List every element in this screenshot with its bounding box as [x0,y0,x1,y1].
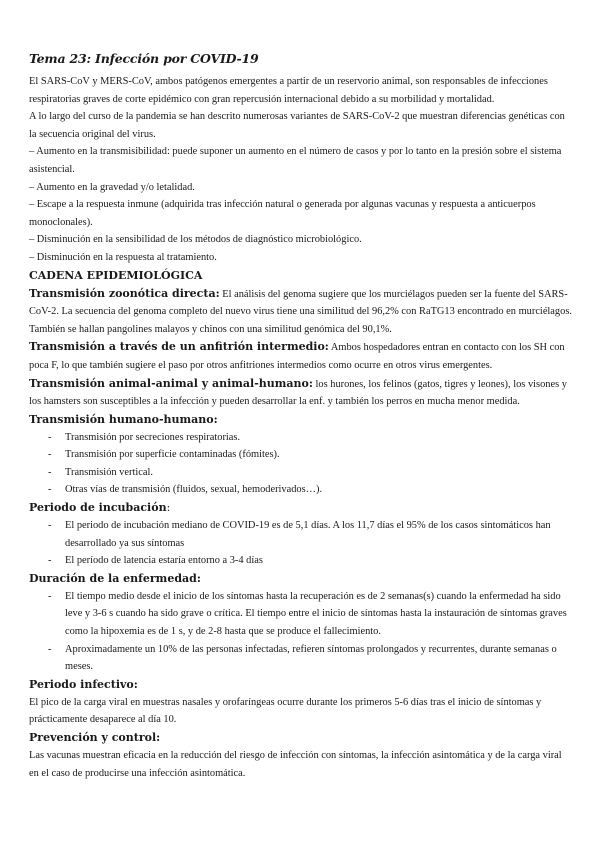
incubation-heading [29,499,572,517]
infective-period-text: El pico de la carga viral en muestras nasales y orofaríngeas ocurre durante los primeros 5-6 días tras el inicio de síntomas y prácticamente desaparece al día 10. [29,696,542,726]
list-item: - Otras vías de transmisión (fluidos, sexual, hemoderivados…). [29,481,572,499]
list-item: - El tiempo medio desde el inicio de los síntomas hasta la recuperación es de 2 semanas(s) cuando la enfermedad ha sido leve y 3-6 s cuando ha sido grave o crítica. El tiempo entre el inicio de síntomas hasta la instauración de síntomas graves como la hipoxemia es de 1 s, y de 2-8 hasta que se produce el fallecimiento. [29,588,572,641]
intro-paragraph-1: El SARS-CoV y MERS-CoV, ambos patógenos emergentes a partir de un reservorio animal, son responsables de infecciones respiratorias graves de corte epidémico con gran repercusión internacional debido a su morbilidad y mortalidad. [29,76,548,105]
intermediate-host-paragraph [29,338,572,374]
list-item: - El período de latencia estaría entorno a 3-4 días [29,552,572,570]
prevention-text: Las vacunas muestran eficacia en la reducción del riesgo de infección con síntomas, la infección asintomática y de la carga viral en el caso de producirse una infección asintomática. [29,750,562,779]
duration-heading: Duración de la enfermedad: [29,571,201,585]
prevention-heading: Prevención y control: [29,731,161,744]
duration-list [29,588,572,676]
variant-effect-1: – Aumento en la transmisibilidad: puede suponer un aumento en el número de casos y por lo tanto en la presión sobre el sistema asistencial. [29,146,562,175]
intermediate-host-label: Transmisión a través de un anfitrión intermedio: [29,340,329,354]
list-item: - Transmisión por superficie contaminadas (fómites). [29,446,572,464]
animal-transmission-paragraph [29,375,572,411]
animal-transmission-label: Transmisión animal-animal y animal-humano: [29,376,313,390]
page-title: Tema 23: Infección por COVID-19 [29,51,259,66]
section-heading-cadena: CADENA EPIDEMIOLÓGICA [29,268,203,282]
animal-transmission-text: los hurones, los felinos (gatos, tigres y leones), los visones y los hamsters son susceptibles a la infección y pueden desarrollar la enf. y también los perros en mucha menor medida. [29,378,567,408]
zoonotic-label: Transmisión zoonótica directa: [29,286,220,300]
zoonotic-text: El análisis del genoma sugiere que los murciélagos pueden ser la fuente del SARS-CoV-2. La secuencia del genoma completo del nuevo virus tiene una similitud del 96,2% con RaTG13 encontrado en murciélagos. También se hallan pangolines malayos y chinos con una similitud genómica del 90,1%. [29,288,572,335]
variant-effect-2: – Aumento en la gravedad y/o letalidad. [29,181,195,193]
infective-period-heading: Periodo infectivo: [29,677,138,691]
variant-effect-3: – Escape a la respuesta inmune (adquirida tras infección natural o generada por algunas vacunas y respuesta a anticuerpos monoclonales). [29,199,536,228]
list-item: - Transmisión vertical. [29,464,572,482]
intro-paragraph-2: A lo largo del curso de la pandemia se han descrito numerosas variantes de SARS-CoV-2 que muestran diferencias genéticas con la secuencia original del virus. [29,111,565,140]
intermediate-host-text: Ambos hospedadores entran en contacto con los SH con poca F, lo que también sugiere el paso por otros anfitriones intermedios como ocurre en otros virus emergentes. [29,342,565,371]
incubation-heading-text: Periodo de incubación [29,501,167,515]
incubation-list [29,517,572,570]
variant-effect-4: – Disminución en la sensibilidad de los métodos de diagnóstico microbiológico. [29,234,362,246]
zoonotic-paragraph [29,285,572,339]
list-item: - El periodo de incubación mediano de COVID-19 es de 5,1 días. A los 11,7 días el 95% de los casos sintomáticos han desarrollado ya sus síntomas [29,517,572,552]
human-transmission-list [29,429,572,499]
list-item: - Aproximadamente un 10% de las personas infectadas, refieren síntomas prolongados y recurrentes, durante semanas o meses. [29,641,572,676]
list-item: - Transmisión por secreciones respiratorias. [29,429,572,447]
variant-effect-5: – Disminución en la respuesta al tratamiento. [29,251,217,263]
incubation-heading-colon: : [166,501,171,515]
human-transmission-heading: Transmisión humano-humano: [29,412,218,426]
